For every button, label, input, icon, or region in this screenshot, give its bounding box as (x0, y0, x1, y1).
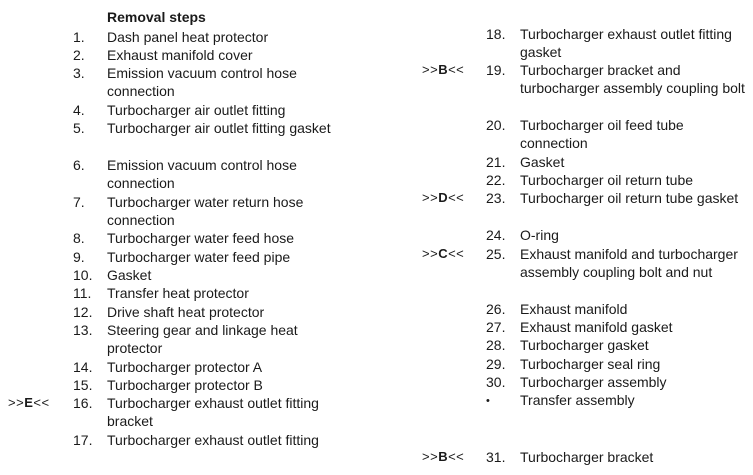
step-number: 20. (486, 117, 506, 133)
step-number: 27. (486, 319, 506, 335)
step-text: Turbocharger protector B (107, 377, 263, 393)
step-number: 3. (73, 65, 85, 81)
step-text: Turbocharger water feed hose (107, 230, 295, 246)
step-number: 31. (486, 449, 506, 465)
step-number: 18. (486, 26, 506, 42)
step-number: 1. (73, 29, 85, 45)
step-number: 6. (73, 157, 85, 173)
step-text: Turbocharger bracket and turbocharger assembly coupling bolt (520, 62, 745, 97)
step-text: Turbocharger water feed pipe (107, 249, 291, 265)
removal-steps-heading: Removal steps (107, 9, 206, 25)
step-text: Exhaust manifold cover (107, 47, 253, 63)
step-number: 24. (486, 227, 506, 243)
step-number: 4. (73, 102, 85, 118)
step-text: Turbocharger water return hose connection (107, 194, 304, 229)
step-text: Gasket (107, 267, 152, 283)
step-number: 14. (73, 359, 93, 375)
step-text: Exhaust manifold (520, 301, 628, 317)
step-number: 29. (486, 356, 506, 372)
reference-mark: >>C<< (422, 246, 465, 261)
step-text: Gasket (520, 154, 565, 170)
step-text: Emission vacuum control hose connection (107, 65, 297, 100)
step-number: 2. (73, 47, 85, 63)
step-text: O-ring (520, 227, 559, 243)
step-text: Turbocharger bracket (520, 449, 654, 465)
step-text: Turbocharger gasket (520, 337, 649, 353)
step-text: Transfer heat protector (107, 285, 249, 301)
step-number: 21. (486, 154, 506, 170)
reference-mark: >>B<< (422, 62, 465, 77)
step-number: 9. (73, 249, 85, 265)
step-number: 7. (73, 194, 85, 210)
step-text: Turbocharger oil return tube gasket (520, 190, 739, 206)
step-text: Turbocharger oil feed tube connection (520, 117, 684, 152)
step-text: Exhaust manifold gasket (520, 319, 673, 335)
reference-mark: >>B<< (422, 449, 465, 464)
step-text: Drive shaft heat protector (107, 304, 265, 320)
step-number: 23. (486, 190, 506, 206)
step-text: Turbocharger oil return tube (520, 172, 694, 188)
step-number: 28. (486, 337, 506, 353)
step-text: Exhaust manifold and turbocharger assembly coupling bolt and nut (520, 246, 738, 281)
reference-mark: >>D<< (422, 190, 465, 205)
step-number: 10. (73, 267, 93, 283)
reference-mark: >>E<< (8, 395, 50, 410)
step-number: 19. (486, 62, 506, 78)
step-number: 15. (73, 377, 93, 393)
bullet-icon: • (486, 395, 490, 407)
step-number: 13. (73, 322, 93, 338)
step-text: Turbocharger assembly (520, 374, 667, 390)
step-number: 12. (73, 304, 93, 320)
step-text: Turbocharger exhaust outlet fitting (107, 432, 319, 448)
step-text: Turbocharger seal ring (520, 356, 661, 372)
step-text: Turbocharger air outlet fitting gasket (107, 120, 331, 136)
step-number: 30. (486, 374, 506, 390)
step-number: 16. (73, 395, 93, 411)
step-text: Emission vacuum control hose connection (107, 157, 297, 192)
step-text: Transfer assembly (520, 392, 635, 408)
step-text: Dash panel heat protector (107, 29, 269, 45)
step-text: Turbocharger protector A (107, 359, 263, 375)
step-text: Steering gear and linkage heat protector (107, 322, 298, 357)
step-number: 26. (486, 301, 506, 317)
step-number: 17. (73, 432, 93, 448)
step-text: Turbocharger exhaust outlet fitting bracket (107, 395, 319, 430)
step-text: Turbocharger air outlet fitting (107, 102, 286, 118)
step-number: 25. (486, 246, 506, 262)
step-number: 5. (73, 120, 85, 136)
step-number: 8. (73, 230, 85, 246)
step-number: 22. (486, 172, 506, 188)
step-number: 11. (73, 285, 92, 301)
step-text: Turbocharger exhaust outlet fitting gasket (520, 26, 732, 61)
